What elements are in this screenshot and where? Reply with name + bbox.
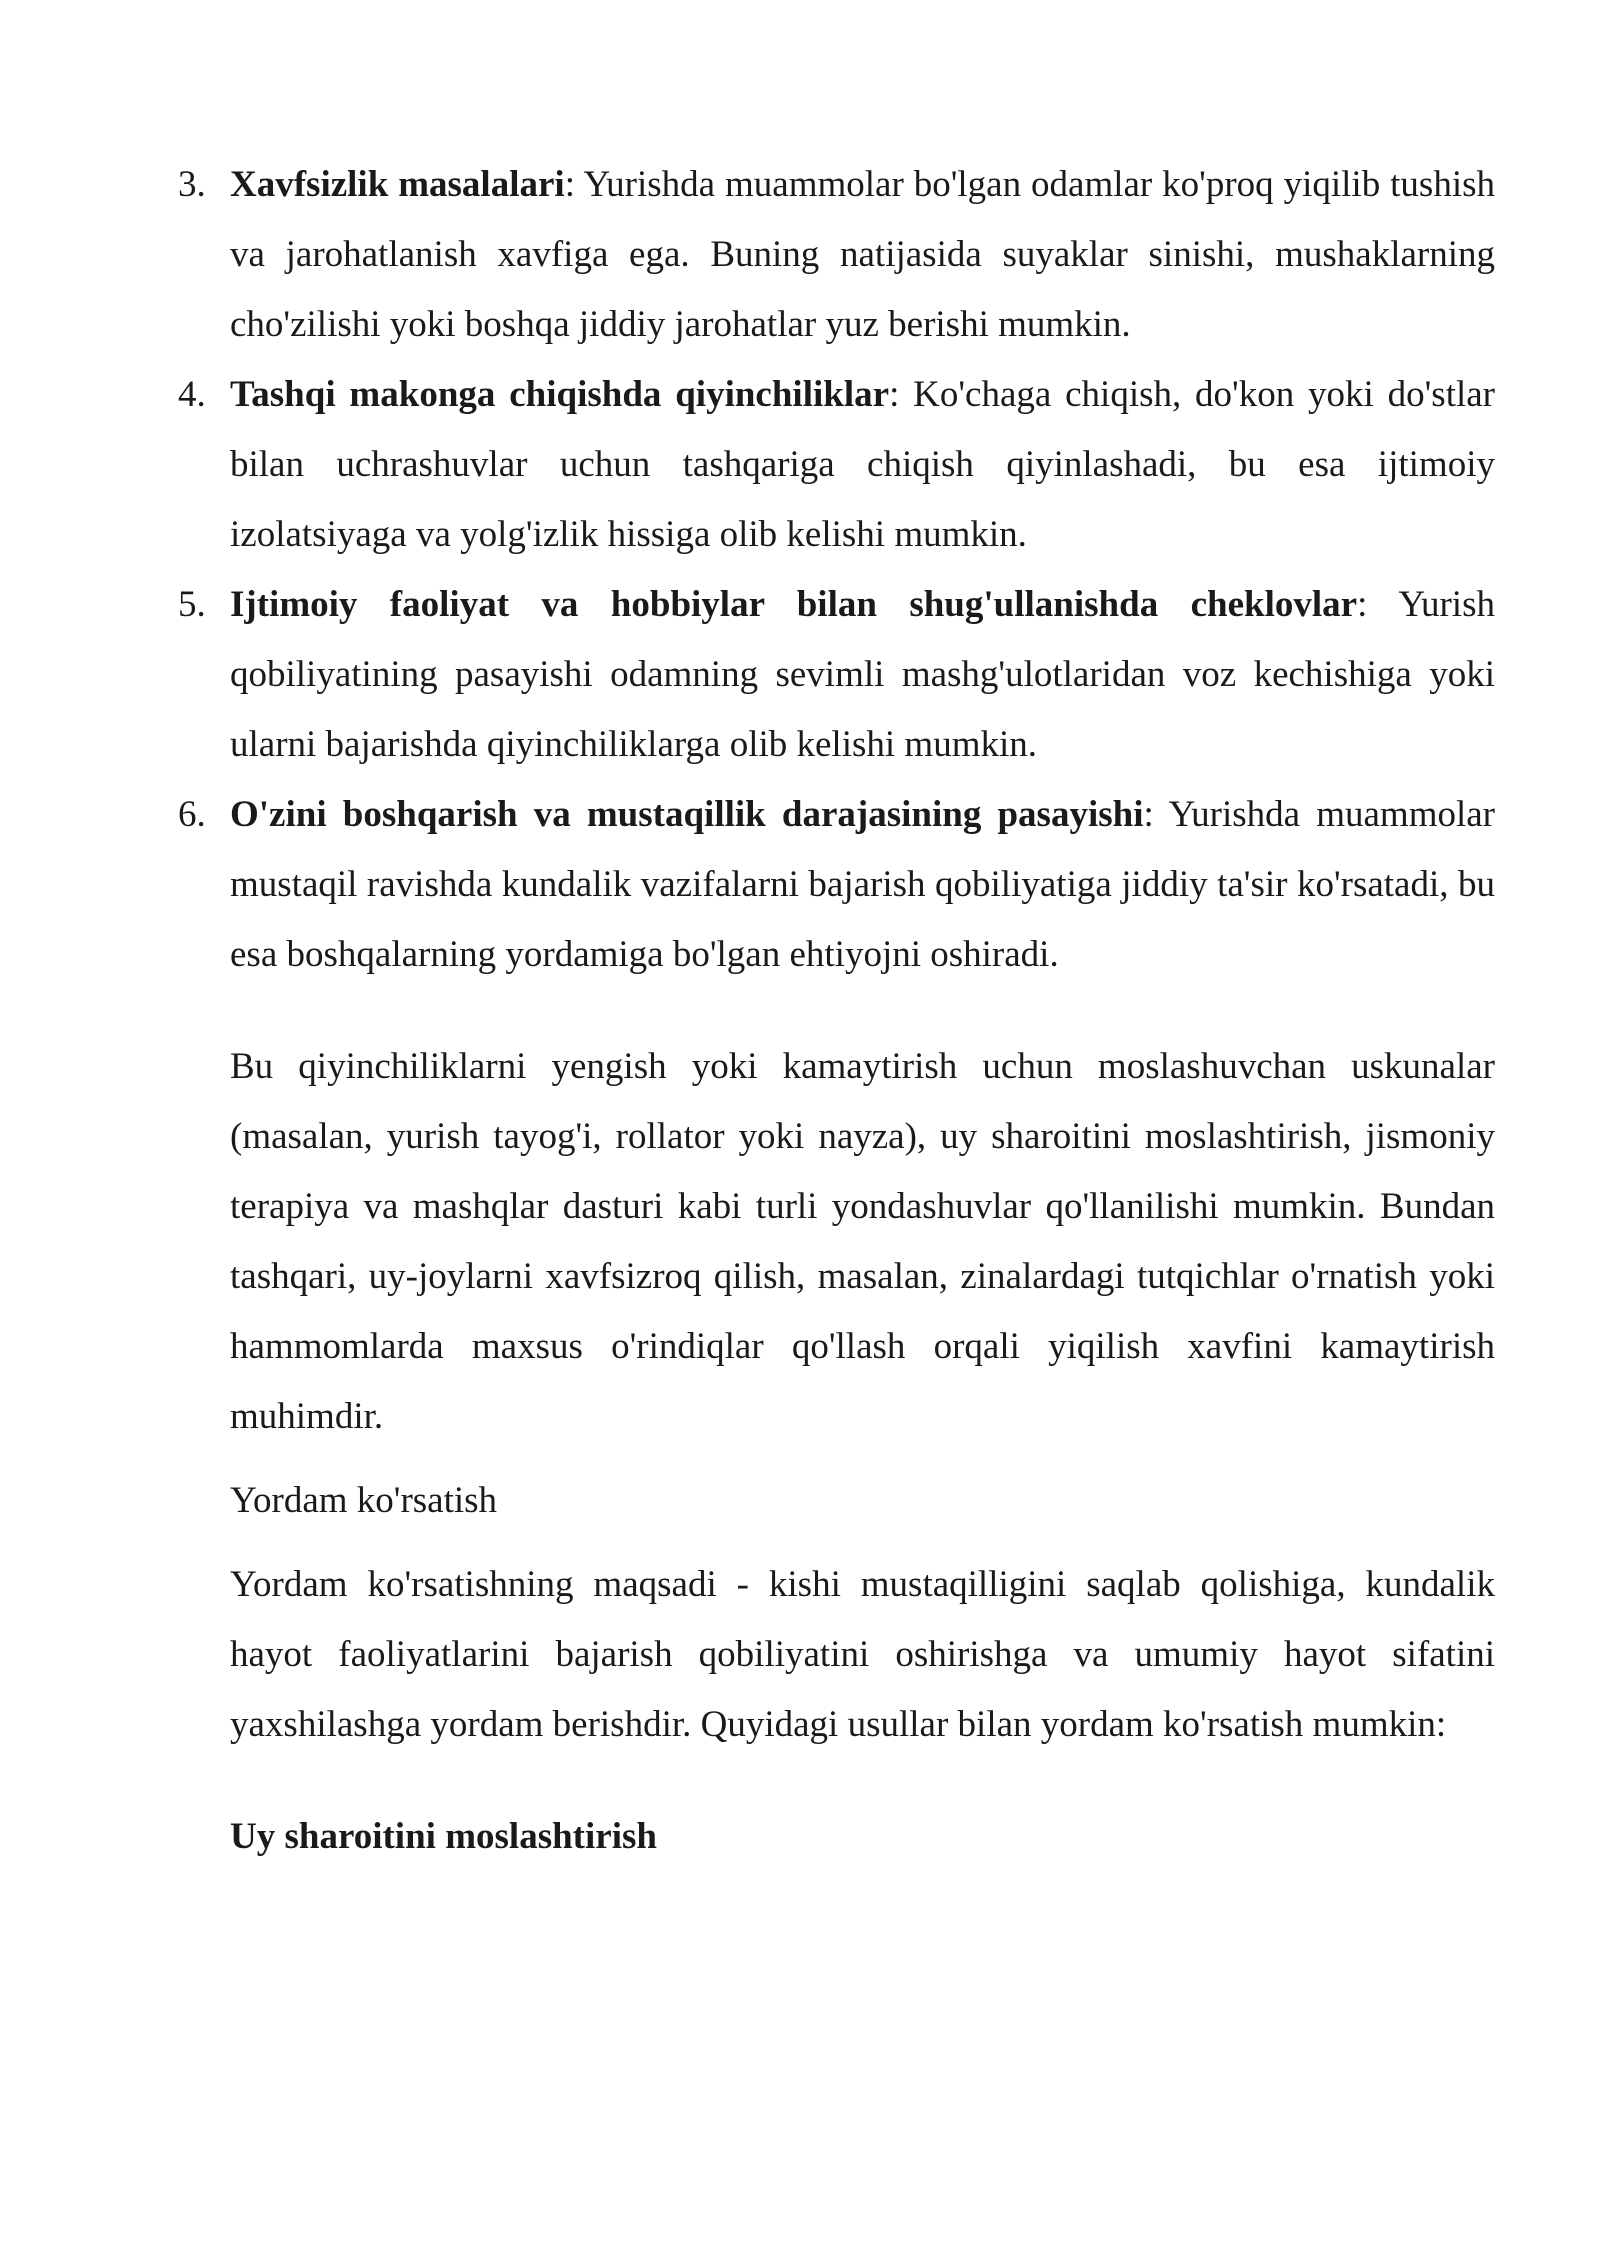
list-item [178, 780, 1495, 990]
list-item-term: Xavfsizlik masalalari [230, 164, 565, 205]
list-item-term: O'zini boshqarish va mustaqillik darajasining pasayishi [230, 794, 1144, 835]
list-item-number: 4. [178, 374, 206, 415]
body-paragraph: Yordam ko'rsatishning maqsadi - kishi mustaqilligini saqlab qolishiga, kundalik hayot faoliyatlarini bajarish qobiliyatini oshirishga va umumiy hayot sifatini yaxshilashga yordam berishdir. Quyidagi usullar bilan yordam ko'rsatish mumkin: [230, 1564, 1495, 1745]
list-item-text: : Yurish qobiliyatining pasayishi odamning sevimli mashg'ulotlaridan voz kechishiga yoki ularni bajarishda qiyinchiliklarga olib kelishi mumkin. [230, 584, 1495, 765]
list-item [178, 150, 1496, 360]
list-item [178, 570, 1495, 780]
list-item-number: 6. [178, 794, 206, 835]
section-heading: Uy sharoitini moslashtirish [230, 1816, 657, 1857]
list-item-term: Tashqi makonga chiqishda qiyinchiliklar [230, 374, 890, 415]
document-page [178, 150, 1496, 1872]
list-item-term: Ijtimoiy faoliyat va hobbiylar bilan shug'ullanishda cheklovlar [230, 584, 1358, 625]
list-item-text: : Ko'chaga chiqish, do'kon yoki do'stlar bilan uchrashuvlar uchun tashqariga chiqish qiyinlashadi, bu esa ijtimoiy izolatsiyaga va yolg'izlik hissiga olib kelishi mumkin. [230, 374, 1495, 555]
subheading: Yordam ko'rsatish [230, 1480, 498, 1521]
list-item-text: : Yurishda muammolar mustaqil ravishda kundalik vazifalarni bajarish qobiliyatiga jiddiy ta'sir ko'rsatadi, bu esa boshqalarning yordamiga bo'lgan ehtiyojni oshiradi. [230, 794, 1495, 975]
body-paragraph: Bu qiyinchiliklarni yengish yoki kamaytirish uchun moslashuvchan uskunalar (masalan, yurish tayog'i, rollator yoki nayza), uy sharoitini moslashtirish, jismoniy terapiya va mashqlar dasturi kabi turli yondashuvlar qo'llanilishi mumkin. Bundan tashqari, uy-joylarni xavfsizroq qilish, masalan, zinalardagi tutqichlar o'rnatish yoki hammomlarda maxsus o'rindiqlar qo'llash orqali yiqilish xavfini kamaytirish muhimdir. [230, 1046, 1495, 1437]
list-item-number: 5. [178, 584, 206, 625]
list-item-text: : Yurishda muammolar bo'lgan odamlar ko'proq yiqilib tushish va jarohatlanish xavfiga ega. Buning natijasida suyaklar sinishi, mushaklarning cho'zilishi yoki boshqa jiddiy jarohatlar yuz berishi mumkin. [230, 164, 1496, 345]
list-item-number: 3. [178, 164, 206, 205]
list-item [178, 360, 1495, 570]
